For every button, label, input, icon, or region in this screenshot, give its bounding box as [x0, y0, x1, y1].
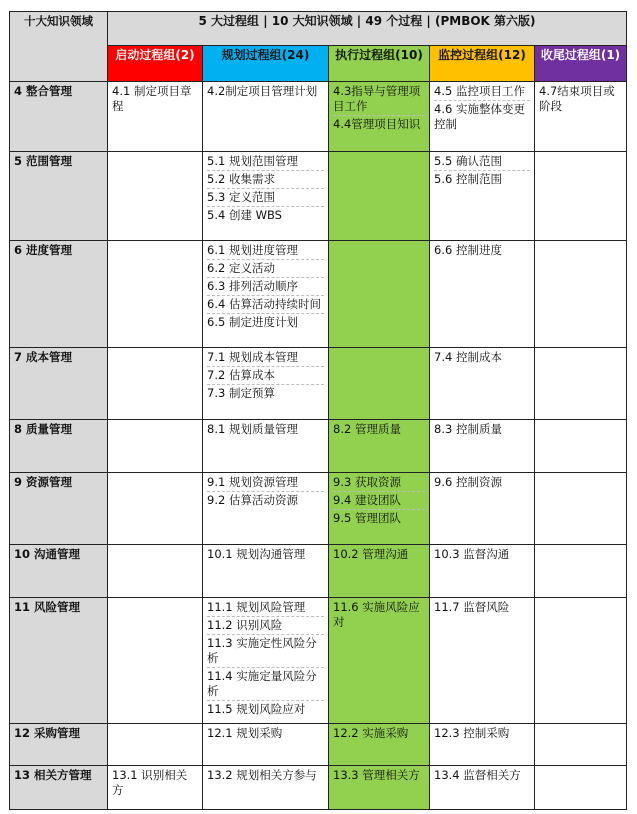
process-item: 11.7 监督风险: [434, 600, 510, 614]
process-item: 4.1 制定项目章程: [112, 84, 192, 113]
process-item: 12.1 规划采购: [207, 726, 283, 740]
process-item: 4.5 监控项目工作: [434, 84, 530, 101]
group-initiating: 启动过程组(2): [108, 46, 203, 82]
process-item: 12.2 实施采购: [333, 726, 409, 740]
process-cell: [535, 545, 627, 598]
process-item: 4.7结束项目或阶段: [539, 84, 615, 113]
process-item: 11.1 规划风险管理: [207, 600, 324, 617]
table-row: [10, 152, 627, 241]
process-item: 13.4 监督相关方: [434, 768, 521, 782]
group-executing: 执行过程组(10): [329, 46, 430, 82]
process-item: 10.3 监督沟通: [434, 547, 510, 561]
process-item: 4.4管理项目知识: [333, 117, 421, 131]
process-cell: [430, 348, 535, 420]
process-item: 6.4 估算活动持续时间: [207, 297, 324, 314]
process-cell: [108, 82, 203, 152]
process-cell: [329, 348, 430, 420]
process-item: 6.3 排列活动顺序: [207, 279, 324, 296]
process-item: 5.2 收集需求: [207, 172, 324, 189]
process-item: 9.4 建设团队: [333, 493, 425, 510]
process-cell: [203, 152, 329, 241]
group-closing: 收尾过程组(1): [535, 46, 627, 82]
process-cell: [430, 545, 535, 598]
table-title: 5 大过程组 | 10 大知识领域 | 49 个过程 | (PMBOK 第六版): [108, 12, 627, 46]
process-item: 8.1 规划质量管理: [207, 422, 298, 436]
table-row: [10, 82, 627, 152]
knowledge-areas-header: 十大知识领域: [10, 12, 108, 82]
process-item: 11.3 实施定性风险分析: [207, 636, 324, 668]
table-row: [10, 766, 627, 810]
process-item: 9.1 规划资源管理: [207, 475, 324, 492]
process-cell: [329, 473, 430, 545]
process-item: 7.3 制定预算: [207, 386, 275, 400]
process-cell: [535, 241, 627, 348]
process-item: 5.4 创建 WBS: [207, 208, 282, 222]
process-cell: [329, 241, 430, 348]
knowledge-area-label: 8 质量管理: [10, 420, 108, 473]
table-row: [10, 348, 627, 420]
process-item: 10.2 管理沟通: [333, 547, 409, 561]
process-item: 4.2制定项目管理计划: [207, 84, 318, 98]
knowledge-area-label: 11 风险管理: [10, 598, 108, 724]
process-cell: [430, 724, 535, 766]
process-cell: [108, 152, 203, 241]
process-cell: [329, 598, 430, 724]
process-item: 11.5 规划风险应对: [207, 702, 306, 716]
process-cell: [203, 241, 329, 348]
table-row: [10, 545, 627, 598]
knowledge-area-label: 10 沟通管理: [10, 545, 108, 598]
process-cell: [329, 766, 430, 810]
process-item: 6.1 规划进度管理: [207, 243, 324, 260]
process-cell: [430, 82, 535, 152]
process-item: 4.6 实施整体变更控制: [434, 102, 525, 131]
process-cell: [430, 152, 535, 241]
process-item: 8.2 管理质量: [333, 422, 401, 436]
process-item: 11.2 识别风险: [207, 618, 324, 635]
process-cell: [203, 724, 329, 766]
knowledge-area-label: 5 范围管理: [10, 152, 108, 241]
process-cell: [535, 598, 627, 724]
knowledge-area-label: 7 成本管理: [10, 348, 108, 420]
process-cell: [430, 766, 535, 810]
process-cell: [203, 598, 329, 724]
process-cell: [108, 241, 203, 348]
process-item: 11.4 实施定量风险分析: [207, 669, 324, 701]
process-cell: [535, 348, 627, 420]
process-item: 6.6 控制进度: [434, 243, 502, 257]
process-item: 13.2 规划相关方参与: [207, 768, 317, 782]
process-item: 9.3 获取资源: [333, 475, 425, 492]
process-cell: [329, 545, 430, 598]
process-cell: [203, 766, 329, 810]
process-cell: [430, 473, 535, 545]
process-cell: [329, 420, 430, 473]
table-body: [10, 82, 627, 810]
process-item: 13.3 管理相关方: [333, 768, 420, 782]
process-item: 8.3 控制质量: [434, 422, 502, 436]
process-cell: [329, 152, 430, 241]
process-cell: [108, 598, 203, 724]
process-cell: [430, 241, 535, 348]
process-item: 7.2 估算成本: [207, 368, 324, 385]
process-item: 9.5 管理团队: [333, 511, 401, 525]
process-cell: [108, 473, 203, 545]
process-cell: [203, 348, 329, 420]
process-item: 11.6 实施风险应对: [333, 600, 420, 629]
process-item: 13.1 识别相关方: [112, 768, 188, 797]
process-cell: [535, 420, 627, 473]
group-planning: 规划过程组(24): [203, 46, 329, 82]
process-cell: [535, 152, 627, 241]
process-cell: [535, 766, 627, 810]
table-row: [10, 420, 627, 473]
process-cell: [535, 724, 627, 766]
process-cell: [108, 545, 203, 598]
table-row: [10, 724, 627, 766]
knowledge-area-label: 12 采购管理: [10, 724, 108, 766]
process-cell: [203, 82, 329, 152]
header-title-row: [10, 12, 627, 46]
process-cell: [108, 420, 203, 473]
process-cell: [430, 420, 535, 473]
process-item: 5.3 定义范围: [207, 190, 324, 207]
process-item: 12.3 控制采购: [434, 726, 510, 740]
group-monitoring: 监控过程组(12): [430, 46, 535, 82]
process-cell: [203, 545, 329, 598]
process-item: 6.5 制定进度计划: [207, 315, 298, 329]
process-item: 4.3指导与管理项目工作: [333, 84, 425, 116]
process-cell: [329, 82, 430, 152]
knowledge-area-label: 9 资源管理: [10, 473, 108, 545]
process-cell: [430, 598, 535, 724]
process-cell: [108, 766, 203, 810]
pmbok-process-table: [9, 11, 627, 810]
process-item: 7.4 控制成本: [434, 350, 502, 364]
process-item: 9.2 估算活动资源: [207, 493, 298, 507]
table-row: [10, 241, 627, 348]
table-row: [10, 473, 627, 545]
knowledge-area-label: 13 相关方管理: [10, 766, 108, 810]
process-cell: [203, 473, 329, 545]
process-cell: [203, 420, 329, 473]
process-cell: [108, 348, 203, 420]
process-cell: [535, 473, 627, 545]
process-cell: [535, 82, 627, 152]
process-cell: [329, 724, 430, 766]
process-cell: [108, 724, 203, 766]
process-item: 5.6 控制范围: [434, 172, 502, 186]
process-item: 5.1 规划范围管理: [207, 154, 324, 171]
knowledge-area-label: 6 进度管理: [10, 241, 108, 348]
process-item: 5.5 确认范围: [434, 154, 530, 171]
process-item: 10.1 规划沟通管理: [207, 547, 306, 561]
process-item: 9.6 控制资源: [434, 475, 502, 489]
process-item: 7.1 规划成本管理: [207, 350, 324, 367]
process-item: 6.2 定义活动: [207, 261, 324, 278]
knowledge-area-label: 4 整合管理: [10, 82, 108, 152]
table-row: [10, 598, 627, 724]
